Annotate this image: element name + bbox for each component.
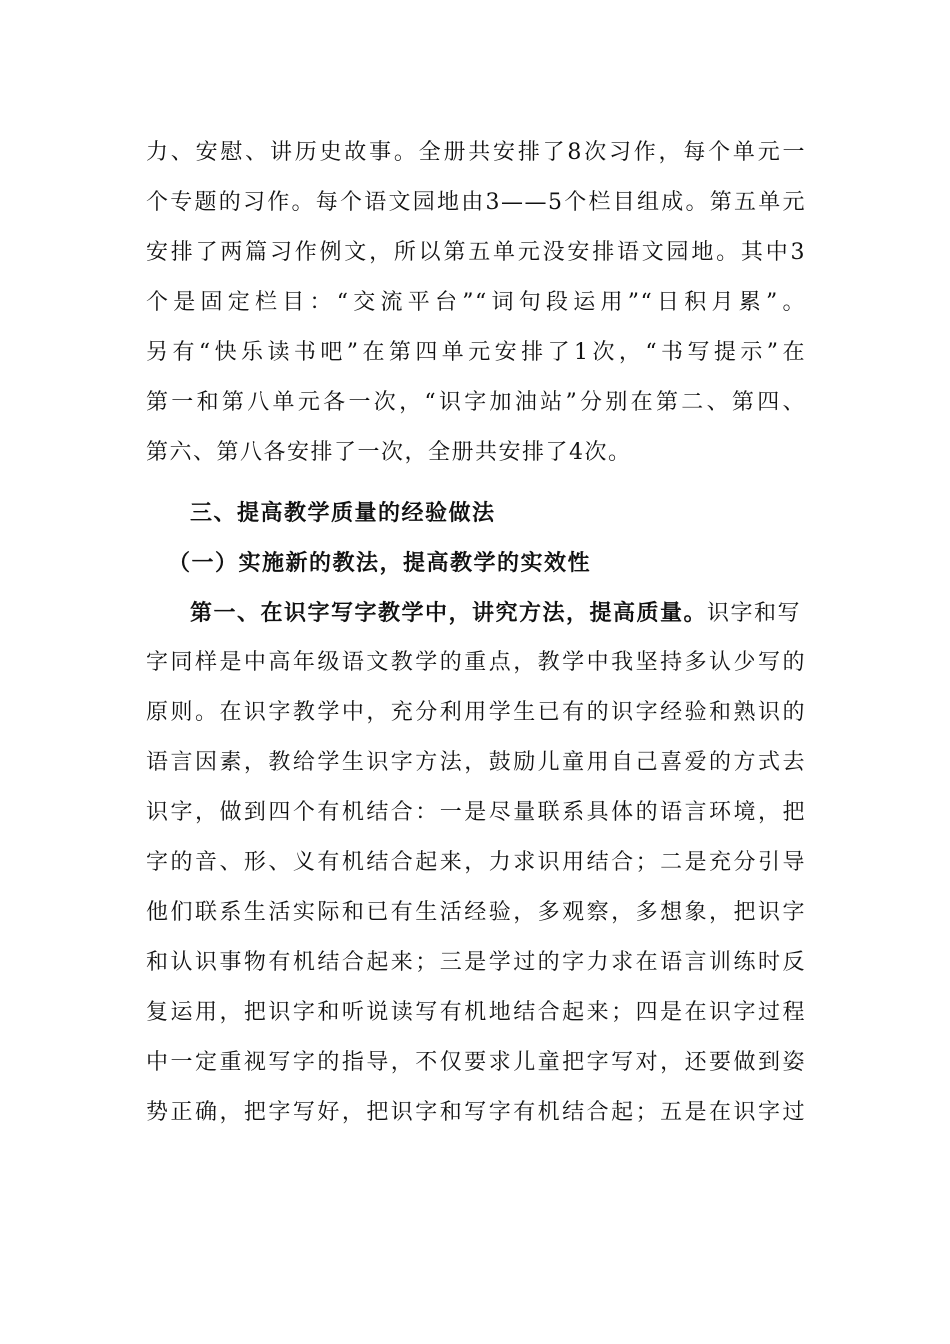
- paragraph-line: 语言因素，教给学生识字方法，鼓励儿童用自己喜爱的方式去: [146, 750, 806, 775]
- paragraph-line: 字的音、形、义有机结合起来，力求识用结合；二是充分引导: [146, 850, 806, 875]
- section-heading: 三、提高教学质量的经验做法: [190, 500, 496, 526]
- paragraph-line: 复运用，把识字和听说读写有机地结合起来；四是在识字过程: [146, 1000, 806, 1025]
- paragraph-lead-bold: 第一、在识字写字教学中，讲究方法，提高质量。: [190, 600, 708, 626]
- paragraph-line: 另有“快乐读书吧”在第四单元安排了1次，“书写提示”在: [146, 340, 806, 365]
- paragraph-lead-line: [190, 598, 801, 628]
- paragraph-line: 原则。在识字教学中，充分利用学生已有的识字经验和熟识的: [146, 700, 806, 725]
- paragraph-line: 势正确，把字写好，把识字和写字有机结合起；五是在识字过: [146, 1100, 806, 1125]
- paragraph-line: 他们联系生活实际和已有生活经验，多观察，多想象，把识字: [146, 900, 806, 925]
- subsection-heading: （一）实施新的教法，提高教学的实效性: [168, 550, 592, 576]
- paragraph-lead-rest: 识字和写: [707, 601, 802, 626]
- paragraph-line: 个是固定栏目：“交流平台”“词句段运用”“日积月累”。: [146, 290, 806, 315]
- paragraph-line: 力、安慰、讲历史故事。全册共安排了8次习作，每个单元一: [146, 140, 806, 165]
- paragraph-line: 安排了两篇习作例文，所以第五单元没安排语文园地。其中3: [146, 240, 806, 265]
- paragraph-line: 中一定重视写字的指导，不仅要求儿童把字写对，还要做到姿: [146, 1050, 806, 1075]
- paragraph-line: 和认识事物有机结合起来；三是学过的字力求在语言训练时反: [146, 950, 806, 975]
- paragraph-line: 第六、第八各安排了一次，全册共安排了4次。: [146, 440, 632, 465]
- paragraph-line: 个专题的习作。每个语文园地由3——5个栏目组成。第五单元: [146, 190, 806, 215]
- paragraph-line: 字同样是中高年级语文教学的重点，教学中我坚持多认少写的: [146, 650, 806, 675]
- paragraph-line: 第一和第八单元各一次，“识字加油站”分别在第二、第四、: [146, 390, 806, 415]
- paragraph-line: 识字，做到四个有机结合：一是尽量联系具体的语言环境，把: [146, 800, 806, 825]
